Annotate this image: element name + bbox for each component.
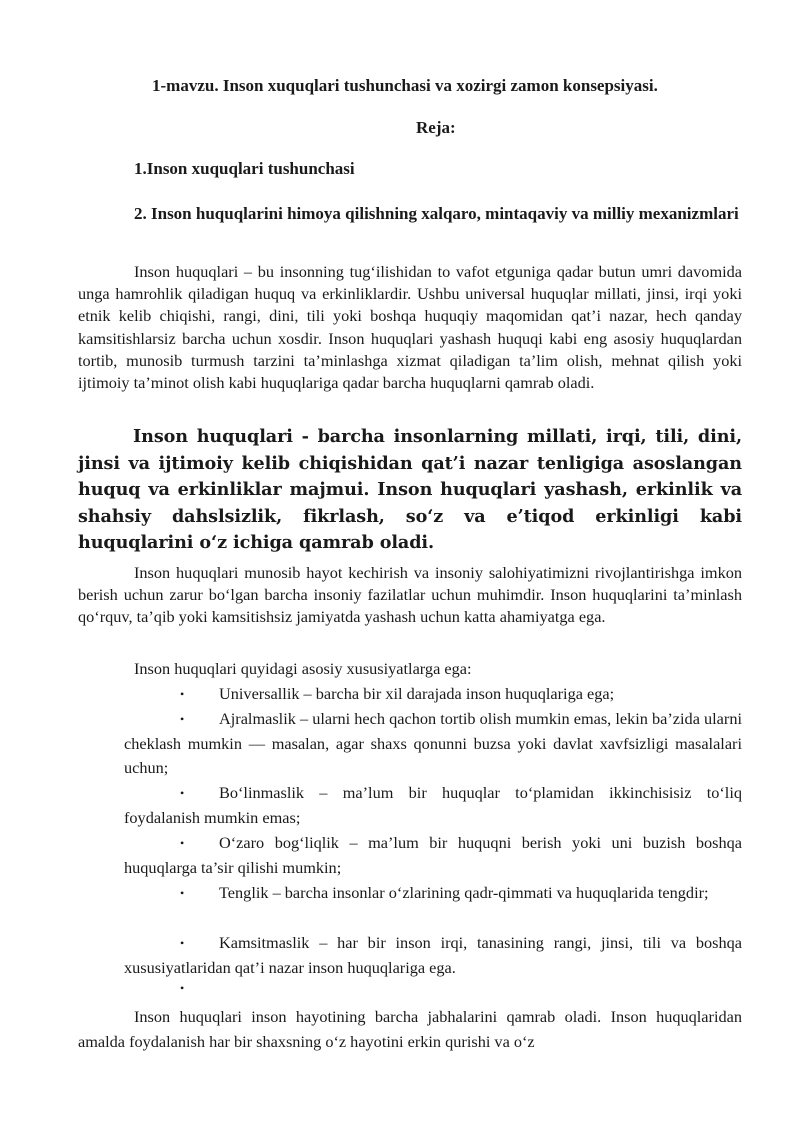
bullet-icon: • [180, 786, 185, 800]
list-item: Ajralmaslik – ularni hech qachon tortib olish mumkin emas, lekin ba’zida ularni cheklash mumkin — masalan, agar shaxs qonunni buzsa yoki davlat xavfsizligi masalalari uchun; [124, 709, 742, 777]
plan-heading: Reja: [416, 118, 456, 137]
list-item: Tenglik – barcha insonlar o‘zlarining qadr-qimmati va huquqlarida tengdir; [219, 883, 709, 902]
bullet-icon: • [180, 687, 185, 701]
features-intro: Inson huquqlari quyidagi asosiy xususiyatlarga ega: [134, 659, 472, 678]
list-item: Universallik – barcha bir xil darajada inson huquqlariga ega; [219, 684, 615, 703]
bullet-icon: • [180, 981, 185, 995]
bullet-icon: • [180, 936, 185, 950]
plan-item-2: 2. Inson huquqlarini himoya qilishning xalqaro, mintaqaviy va milliy mexanizmlari [134, 204, 739, 223]
list-item: Kamsitmaslik – har bir inson irqi, tanasining rangi, jinsi, tili va boshqa xususiyatlaridan qat’i nazar inson huquqlariga ega. [124, 933, 742, 977]
bullet-icon: • [180, 712, 185, 726]
bullet-icon: • [180, 836, 185, 850]
list-item: Bo‘linmaslik – ma’lum bir huquqlar to‘plamidan ikkinchisisiz to‘liq foydalanish mumkin emas; [124, 783, 742, 827]
document-title: 1-mavzu. Inson xuquqlari tushunchasi va xozirgi zamon konsepsiyasi. [152, 76, 658, 95]
list-item: O‘zaro bog‘liqlik – ma’lum bir huquqni berish yoki uni buzish boshqa huquqlarga ta’sir qilishi mumkin; [124, 833, 742, 877]
paragraph-scope: Inson huquqlari inson hayotining barcha jabhalarini qamrab oladi. Inson huquqlaridan amalda foydalanish har bir shaxsning o‘z hayotini erkin qurishi va o‘z [78, 1007, 742, 1051]
bullet-icon: • [180, 886, 185, 900]
paragraph-intro: Inson huquqlari – bu insonning tug‘ilishidan to vafot etguniga qadar butun umri davomida unga hamrohlik qiladigan huquq va erkinliklardir. Ushbu universal huquqlar millati, jinsi, irqi yoki etnik kelib chiqishi, rangi, dini, tili yoki boshqa huquqiy maqomidan qat’i nazar, hech qanday kamsitishlarsiz barcha uchun xosdir. Inson huquqlari yashash huquqi kabi eng asosiy huquqlardan tortib, munosib turmush tarzini ta’minlashga xizmat qiladigan ta’lim olish, mehnat qilish yoki ijtimoiy ta’minot olish kabi huquqlariga qadar barcha huquqlarni qamrab oladi. [78, 262, 742, 393]
plan-item-1: 1.Inson xuquqlari tushunchasi [134, 159, 355, 178]
definition-paragraph: Inson huquqlari - barcha insonlarning millati, irqi, tili, dini, jinsi va ijtimoiy kelib chiqishidan qat’i nazar tenligiga asoslangan huquq va erkinliklar majmui. Inson huquqlari yashash, erkinlik va shahsiy dahslsizlik, fikrlash, so‘z va e’tiqod erkinligi kabi huquqlarini o‘z ichiga qamrab oladi. [78, 426, 742, 553]
paragraph-importance: Inson huquqlari munosib hayot kechirish va insoniy salohiyatimizni rivojlantirishga imkon berish uchun zarur bo‘lgan barcha insoniy fazilatlar uchun muhimdir. Inson huquqlarini ta’minlash qo‘rquv, ta’qib yoki kamsitishsiz jamiyatda yashash uchun katta ahamiyatga ega. [78, 563, 742, 627]
